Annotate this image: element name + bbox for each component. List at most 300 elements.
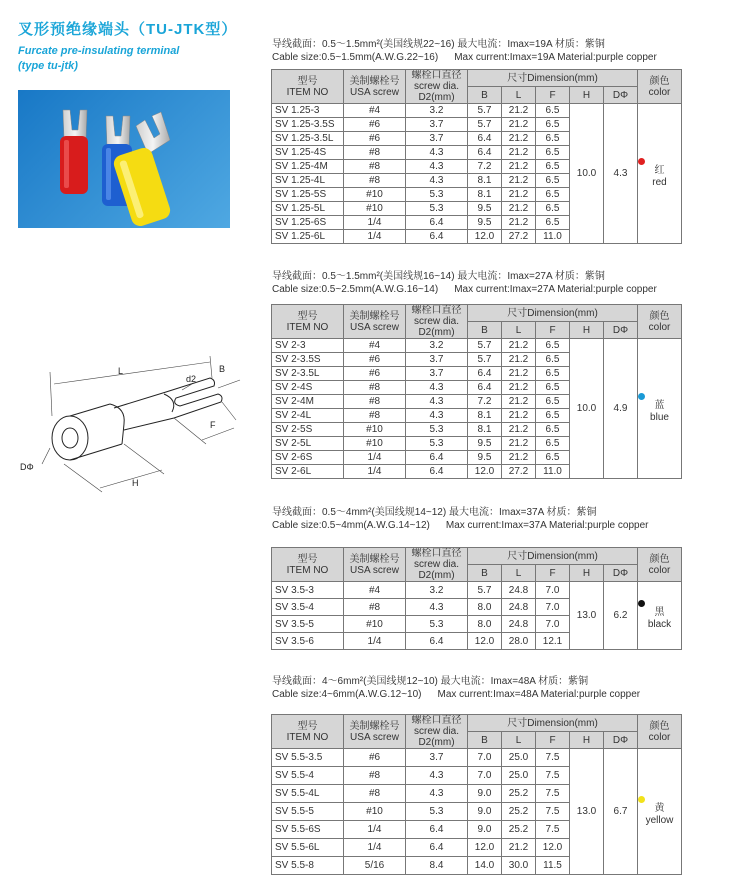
cell-f: 6.5 [536, 132, 570, 146]
header-model [272, 715, 344, 749]
cell-f: 11.5 [536, 857, 570, 875]
cell-model: SV 2-6S [272, 451, 344, 465]
cell-b: 8.0 [468, 616, 502, 633]
header-color-cn: 颜色 [649, 75, 670, 87]
cell-f: 6.5 [536, 409, 570, 423]
cell-f: 7.5 [536, 821, 570, 839]
cell-b: 9.5 [468, 202, 502, 216]
cell-f: 7.5 [536, 767, 570, 785]
header-color [638, 305, 682, 339]
spec-block-1 [272, 38, 657, 64]
cell-l: 21.2 [502, 174, 536, 188]
cell-screw: 1/4 [344, 465, 406, 479]
cell-b: 9.0 [468, 785, 502, 803]
label-H: H [132, 478, 139, 488]
terminals-illustration [18, 90, 230, 228]
cell-d2: 5.3 [406, 188, 468, 202]
red-terminal [60, 110, 88, 194]
header-model-cn: 型号 [297, 720, 318, 732]
cell-l: 21.2 [502, 132, 536, 146]
cell-b: 8.1 [468, 409, 502, 423]
header-screw-cn: 美制螺栓号 [349, 720, 400, 732]
cell-f: 6.5 [536, 160, 570, 174]
header-model [272, 70, 344, 104]
cell-d2: 5.3 [406, 616, 468, 633]
header-d-phi: DΦ [604, 732, 638, 749]
cell-screw: 1/4 [344, 216, 406, 230]
cell-model: SV 1.25-3.5S [272, 118, 344, 132]
spec-line-cn: 导线截面：4～6mm²(美国线规12~10) 最大电流：Imax=48A 材质：紫铜 [272, 676, 589, 687]
header-screw-cn: 美制螺栓号 [349, 310, 400, 322]
header-model-cn: 型号 [297, 75, 318, 87]
cell-d2: 6.4 [406, 839, 468, 857]
cell-f: 6.5 [536, 367, 570, 381]
header-f: F [536, 565, 570, 582]
cell-l: 21.2 [502, 395, 536, 409]
header-color [638, 715, 682, 749]
header-screw-dia [406, 548, 468, 582]
cell-b: 8.1 [468, 174, 502, 188]
cell-b: 12.0 [468, 839, 502, 857]
color-swatch-wrap [638, 796, 681, 803]
cell-f: 6.5 [536, 353, 570, 367]
cell-h: 13.0 [570, 582, 604, 650]
cell-model: SV 2-3.5S [272, 353, 344, 367]
cell-b: 8.0 [468, 599, 502, 616]
header-color [638, 70, 682, 104]
cell-screw: #8 [344, 785, 406, 803]
cell-model: SV 3.5-4 [272, 599, 344, 616]
cell-l: 21.2 [502, 451, 536, 465]
cell-f: 12.1 [536, 633, 570, 650]
header-color-cn: 颜色 [649, 720, 670, 732]
cell-model: SV 5.5-6S [272, 821, 344, 839]
cell-b: 12.0 [468, 230, 502, 244]
cell-f: 6.5 [536, 395, 570, 409]
header-dimension: 尺寸Dimension(mm) [468, 715, 638, 732]
cell-screw: 1/4 [344, 839, 406, 857]
header-b: B [468, 87, 502, 104]
header-dia-unit: D2(mm) [418, 737, 455, 748]
header-model-en: ITEM NO [286, 564, 329, 576]
cell-l: 27.2 [502, 465, 536, 479]
cell-b: 12.0 [468, 633, 502, 650]
subtitle-line-2: (type tu-jtk) [18, 60, 78, 72]
table-row [272, 339, 682, 353]
cell-model: SV 1.25-4L [272, 174, 344, 188]
spec-cable: Cable size:0.5~4mm(A.W.G.14~12) [272, 520, 430, 531]
cell-screw: #10 [344, 616, 406, 633]
header-h: H [570, 87, 604, 104]
spec-cable: Cable size:0.5~2.5mm(A.W.G.16~14) [272, 284, 439, 295]
cell-screw: #10 [344, 423, 406, 437]
label-B: B [219, 364, 226, 374]
cell-b: 12.0 [468, 465, 502, 479]
table-header-row [272, 70, 682, 87]
spec-block-3 [272, 506, 648, 532]
spec-table-2 [271, 304, 682, 479]
cell-f: 11.0 [536, 465, 570, 479]
subtitle-line-1: Furcate pre-insulating terminal [18, 45, 180, 57]
cell-l: 21.2 [502, 423, 536, 437]
terminal-drawing [14, 352, 246, 496]
cell-color [638, 339, 682, 479]
header-screw [344, 548, 406, 582]
cell-b: 9.5 [468, 216, 502, 230]
cell-screw: #6 [344, 353, 406, 367]
color-dot-icon [638, 600, 645, 607]
cell-l: 21.2 [502, 118, 536, 132]
cell-d-phi: 6.2 [604, 582, 638, 650]
color-name-cn: 黑 [654, 607, 665, 618]
cell-screw: 1/4 [344, 230, 406, 244]
cell-color [638, 749, 682, 875]
cell-d2: 6.4 [406, 465, 468, 479]
cell-d-phi: 4.9 [604, 339, 638, 479]
header-screw [344, 70, 406, 104]
color-name-cn: 红 [654, 165, 665, 176]
header-model [272, 305, 344, 339]
cell-b: 9.0 [468, 821, 502, 839]
cell-f: 6.5 [536, 146, 570, 160]
spec-line-en [272, 519, 648, 532]
cell-f: 6.5 [536, 202, 570, 216]
header-screw-dia [406, 715, 468, 749]
page-subtitle [18, 44, 228, 74]
cell-b: 5.7 [468, 582, 502, 599]
header-color-cn: 颜色 [649, 310, 670, 322]
cell-f: 6.5 [536, 104, 570, 118]
cell-b: 6.4 [468, 381, 502, 395]
cell-l: 24.8 [502, 582, 536, 599]
cell-screw: #6 [344, 132, 406, 146]
header-d-phi: DΦ [604, 565, 638, 582]
cell-d2: 5.3 [406, 423, 468, 437]
header-dimension: 尺寸Dimension(mm) [468, 305, 638, 322]
cell-f: 6.5 [536, 339, 570, 353]
cell-d2: 6.4 [406, 451, 468, 465]
cell-b: 7.2 [468, 395, 502, 409]
cell-b: 5.7 [468, 339, 502, 353]
color-name-en: black [647, 619, 672, 630]
cell-d2: 4.3 [406, 599, 468, 616]
cell-d2: 4.3 [406, 785, 468, 803]
cell-model: SV 1.25-6L [272, 230, 344, 244]
cell-screw: #4 [344, 582, 406, 599]
cell-l: 25.0 [502, 749, 536, 767]
label-L: L [118, 366, 124, 376]
cell-model: SV 2-3.5L [272, 367, 344, 381]
cell-l: 30.0 [502, 857, 536, 875]
cell-l: 21.2 [502, 437, 536, 451]
cell-l: 21.2 [502, 160, 536, 174]
header-b: B [468, 322, 502, 339]
header-dimension: 尺寸Dimension(mm) [468, 548, 638, 565]
cell-screw: #8 [344, 174, 406, 188]
cell-d2: 5.3 [406, 202, 468, 216]
cell-d2: 3.2 [406, 104, 468, 118]
cell-l: 21.2 [502, 188, 536, 202]
cell-f: 6.5 [536, 423, 570, 437]
color-name-cn: 黄 [654, 803, 665, 814]
table-row [272, 582, 682, 599]
spec-table-3 [271, 547, 682, 650]
cell-h: 10.0 [570, 104, 604, 244]
cell-model: SV 2-4L [272, 409, 344, 423]
color-swatch-wrap [638, 158, 681, 165]
cell-f: 7.5 [536, 803, 570, 821]
spec-current: Max current:Imax=48A Material:purple copper [437, 689, 641, 700]
header-color-en: color [648, 86, 671, 98]
cell-model: SV 1.25-5L [272, 202, 344, 216]
cell-d2: 4.3 [406, 381, 468, 395]
cell-b: 14.0 [468, 857, 502, 875]
spec-current: Max current:Imax=27A Material:purple copper [454, 284, 657, 295]
cell-b: 6.4 [468, 132, 502, 146]
header-h: H [570, 732, 604, 749]
table-header-row [272, 305, 682, 322]
cell-f: 6.5 [536, 451, 570, 465]
cell-model: SV 5.5-4L [272, 785, 344, 803]
dimension-diagram [14, 352, 246, 496]
cell-l: 24.8 [502, 599, 536, 616]
header-screw-en: USA screw [350, 321, 399, 333]
cell-model: SV 2-4S [272, 381, 344, 395]
color-dot-icon [638, 796, 645, 803]
header-screw-dia [406, 305, 468, 339]
header-h: H [570, 565, 604, 582]
cell-l: 21.2 [502, 104, 536, 118]
table-header-row [272, 715, 682, 732]
cell-b: 8.1 [468, 188, 502, 202]
cell-model: SV 2-3 [272, 339, 344, 353]
cell-model: SV 5.5-8 [272, 857, 344, 875]
cell-d2: 4.3 [406, 409, 468, 423]
cell-f: 7.0 [536, 616, 570, 633]
cell-l: 25.2 [502, 803, 536, 821]
cell-l: 25.2 [502, 785, 536, 803]
cell-f: 7.5 [536, 785, 570, 803]
table-row [272, 749, 682, 767]
header-screw-en: USA screw [350, 86, 399, 98]
cell-d2: 6.4 [406, 216, 468, 230]
cell-model: SV 1.25-6S [272, 216, 344, 230]
cell-b: 9.5 [468, 451, 502, 465]
cell-l: 21.2 [502, 339, 536, 353]
cell-d2: 3.2 [406, 339, 468, 353]
cell-model: SV 5.5-3.5 [272, 749, 344, 767]
cell-d2: 3.7 [406, 118, 468, 132]
cell-l: 21.2 [502, 381, 536, 395]
cell-screw: #4 [344, 339, 406, 353]
header-model-cn: 型号 [297, 553, 318, 565]
spec-cable: Cable size:0.5~1.5mm(A.W.G.22~16) [272, 52, 439, 63]
cell-d2: 4.3 [406, 395, 468, 409]
header-d-phi: DΦ [604, 322, 638, 339]
cell-f: 7.0 [536, 582, 570, 599]
header-b: B [468, 565, 502, 582]
spec-line-cn: 导线截面：0.5～1.5mm²(美国线规16~14) 最大电流：Imax=27A 材质：紫铜 [272, 271, 605, 282]
header-color-cn: 颜色 [649, 553, 670, 565]
cell-f: 6.5 [536, 188, 570, 202]
header-l: L [502, 87, 536, 104]
header-dia-unit: D2(mm) [418, 570, 455, 581]
cell-d2: 3.7 [406, 353, 468, 367]
header-b: B [468, 732, 502, 749]
cell-screw: #4 [344, 104, 406, 118]
cell-f: 11.0 [536, 230, 570, 244]
header-model-en: ITEM NO [286, 731, 329, 743]
header-color-en: color [648, 564, 671, 576]
header-color-en: color [648, 321, 671, 333]
cell-l: 21.2 [502, 839, 536, 857]
header-screw-cn: 美制螺栓号 [349, 75, 400, 87]
label-D: DΦ [20, 462, 34, 472]
cell-model: SV 2-5S [272, 423, 344, 437]
cell-screw: 1/4 [344, 633, 406, 650]
cell-model: SV 2-6L [272, 465, 344, 479]
header-screw [344, 715, 406, 749]
cell-screw: #10 [344, 188, 406, 202]
cell-model: SV 3.5-3 [272, 582, 344, 599]
cell-model: SV 1.25-4M [272, 160, 344, 174]
table-header-row [272, 548, 682, 565]
color-dot-icon [638, 393, 645, 400]
cell-model: SV 2-5L [272, 437, 344, 451]
header-l: L [502, 322, 536, 339]
header-dia-cn: 螺栓口直径 [411, 70, 462, 81]
cell-d2: 4.3 [406, 174, 468, 188]
cell-b: 9.5 [468, 437, 502, 451]
header-color [638, 548, 682, 582]
header-screw [344, 305, 406, 339]
header-dimension: 尺寸Dimension(mm) [468, 70, 638, 87]
yellow-terminal [112, 112, 173, 228]
header-dia-en: screw dia. [413, 316, 459, 327]
cell-screw: #10 [344, 437, 406, 451]
header-model-en: ITEM NO [286, 321, 329, 333]
cell-d2: 8.4 [406, 857, 468, 875]
product-photo [18, 90, 230, 228]
cell-d2: 4.3 [406, 146, 468, 160]
spec-block-4 [272, 675, 640, 701]
cell-f: 6.5 [536, 381, 570, 395]
cell-d2: 5.3 [406, 803, 468, 821]
spec-line-en [272, 688, 640, 701]
cell-screw: #8 [344, 409, 406, 423]
cell-f: 6.5 [536, 118, 570, 132]
cell-screw: #8 [344, 767, 406, 785]
header-l: L [502, 565, 536, 582]
spec-line-cn: 导线截面：0.5～1.5mm²(美国线规22~16) 最大电流：Imax=19A 材质：紫铜 [272, 39, 605, 50]
cell-screw: 1/4 [344, 451, 406, 465]
cell-screw: #6 [344, 367, 406, 381]
header-model-en: ITEM NO [286, 86, 329, 98]
cell-h: 10.0 [570, 339, 604, 479]
cell-d-phi: 4.3 [604, 104, 638, 244]
cell-l: 21.2 [502, 353, 536, 367]
cell-model: SV 3.5-6 [272, 633, 344, 650]
cell-b: 9.0 [468, 803, 502, 821]
spec-line-cn: 导线截面：0.5～4mm²(美国线规14~12) 最大电流：Imax=37A 材质：紫铜 [272, 507, 597, 518]
cell-model: SV 1.25-3.5L [272, 132, 344, 146]
cell-f: 7.5 [536, 749, 570, 767]
cell-model: SV 1.25-5S [272, 188, 344, 202]
cell-b: 7.2 [468, 160, 502, 174]
cell-d2: 6.4 [406, 633, 468, 650]
cell-b: 8.1 [468, 423, 502, 437]
spec-block-2 [272, 270, 657, 296]
spec-line-en [272, 283, 657, 296]
header-dia-unit: D2(mm) [418, 327, 455, 338]
header-dia-en: screw dia. [413, 81, 459, 92]
cell-d2: 3.7 [406, 749, 468, 767]
cell-f: 6.5 [536, 174, 570, 188]
color-swatch-wrap [638, 393, 681, 400]
header-f: F [536, 87, 570, 104]
cell-color [638, 582, 682, 650]
cell-screw: #10 [344, 202, 406, 216]
color-name-en: red [652, 177, 667, 188]
cell-h: 13.0 [570, 749, 604, 875]
cell-screw: #8 [344, 395, 406, 409]
spec-current: Max current:Imax=37A Material:purple copper [445, 520, 649, 531]
header-f: F [536, 732, 570, 749]
cell-f: 6.5 [536, 437, 570, 451]
cell-f: 7.0 [536, 599, 570, 616]
header-d-phi: DΦ [604, 87, 638, 104]
page-title: 叉形预绝缘端头（TU-JTK型） [18, 21, 238, 38]
cell-screw: #8 [344, 160, 406, 174]
cell-model: SV 1.25-4S [272, 146, 344, 160]
cell-model: SV 5.5-5 [272, 803, 344, 821]
spec-cable: Cable size:4~6mm(A.W.G.12~10) [272, 689, 422, 700]
color-dot-icon [638, 158, 645, 165]
header-color-en: color [648, 731, 671, 743]
cell-l: 28.0 [502, 633, 536, 650]
cell-l: 27.2 [502, 230, 536, 244]
header-screw-cn: 美制螺栓号 [349, 553, 400, 565]
cell-b: 7.0 [468, 767, 502, 785]
cell-screw: 1/4 [344, 821, 406, 839]
cell-screw: #6 [344, 118, 406, 132]
cell-d2: 4.3 [406, 767, 468, 785]
cell-model: SV 1.25-3 [272, 104, 344, 118]
color-name-cn: 蓝 [654, 400, 665, 411]
label-d2: d2 [186, 374, 197, 384]
spec-table-1 [271, 69, 682, 244]
cell-l: 21.2 [502, 216, 536, 230]
cell-b: 6.4 [468, 367, 502, 381]
cell-b: 5.7 [468, 104, 502, 118]
cell-d2: 3.2 [406, 582, 468, 599]
label-F: F [210, 420, 216, 430]
header-screw-dia [406, 70, 468, 104]
spec-line-en [272, 51, 657, 64]
header-screw-en: USA screw [350, 731, 399, 743]
spec-current: Max current:Imax=19A Material:purple copper [454, 52, 657, 63]
cell-model: SV 5.5-4 [272, 767, 344, 785]
header-f: F [536, 322, 570, 339]
cell-d2: 5.3 [406, 437, 468, 451]
header-dia-unit: D2(mm) [418, 92, 455, 103]
header-dia-cn: 螺栓口直径 [411, 305, 462, 316]
header-h: H [570, 322, 604, 339]
cell-screw: 5/16 [344, 857, 406, 875]
cell-f: 12.0 [536, 839, 570, 857]
header-l: L [502, 732, 536, 749]
cell-model: SV 5.5-6L [272, 839, 344, 857]
